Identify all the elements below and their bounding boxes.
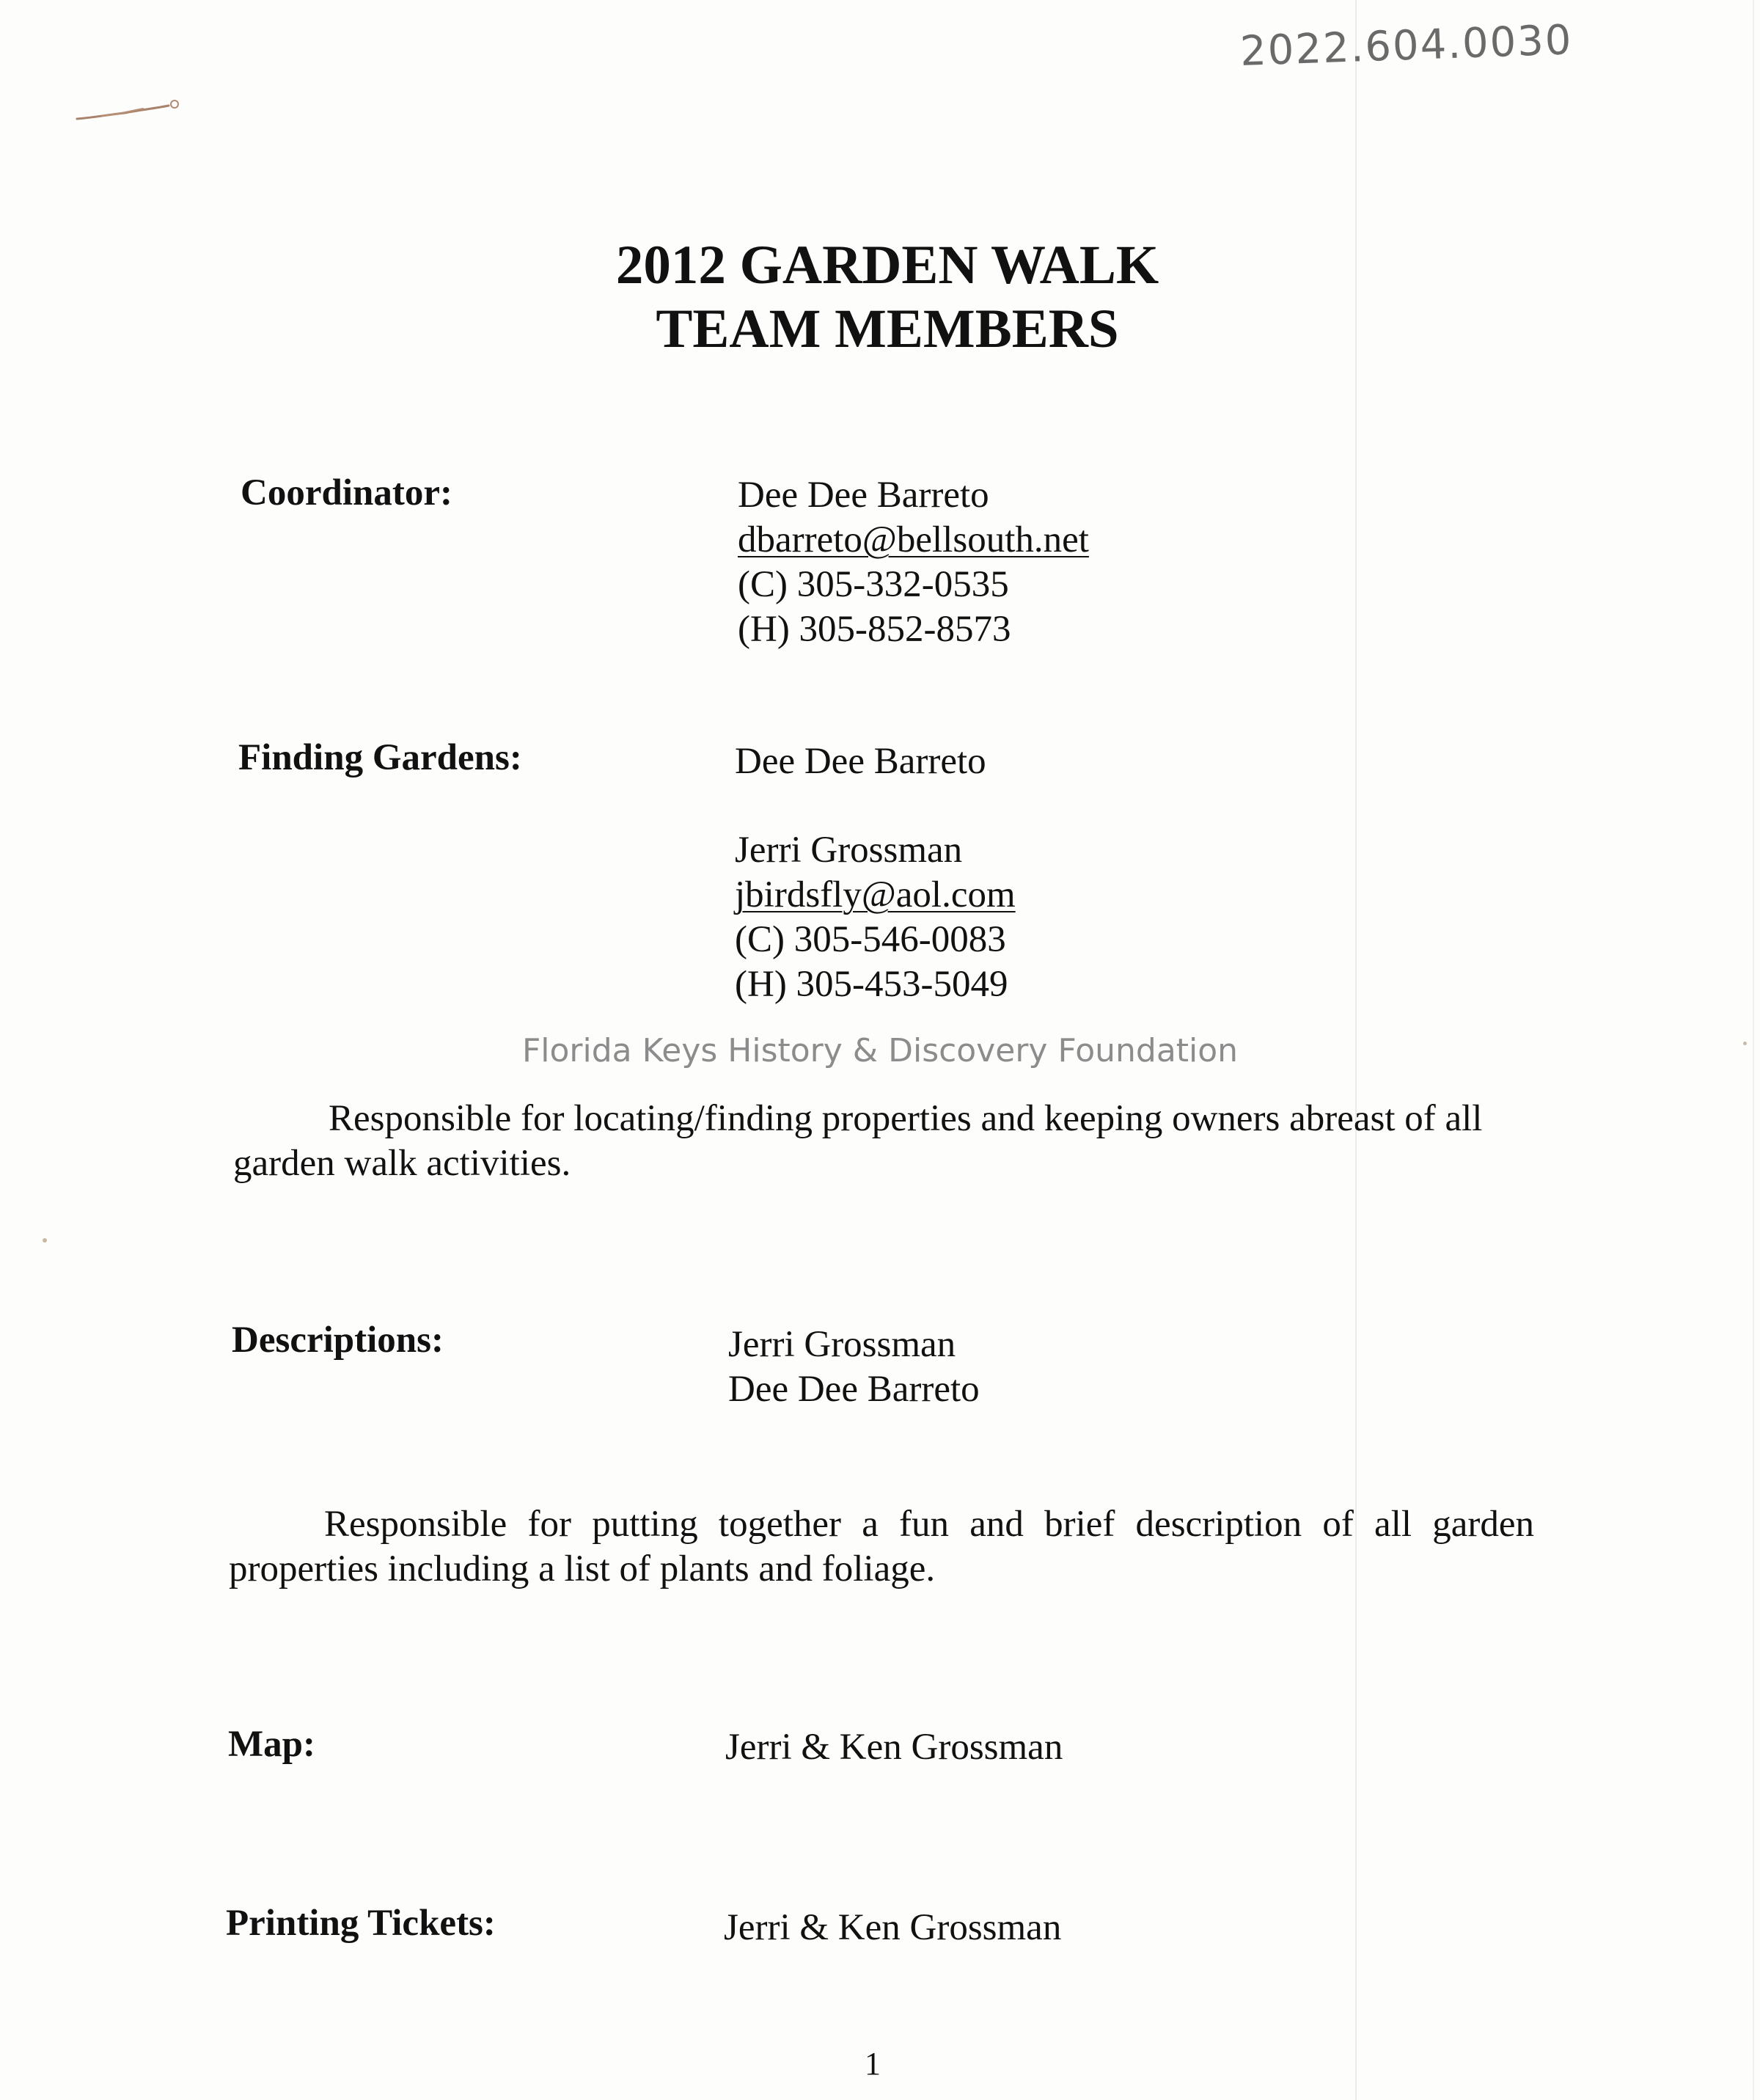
coordinator-contact (738, 473, 1089, 652)
finding-gardens-name-2: Jerri Grossman (735, 830, 963, 871)
coordinator-cell-phone: (C) 305-332-0535 (738, 564, 1009, 605)
watermark-text: Florida Keys History & Discovery Foundation (521, 1032, 1239, 1069)
descriptions-contact (728, 1322, 980, 1412)
coordinator-home-phone: (H) 305-852-8573 (738, 609, 1011, 650)
finding-gardens-description: Responsible for locating/finding properties and keeping owners abreast of all garden walk activities. (233, 1098, 1483, 1184)
page-number: 1 (865, 2046, 881, 2082)
finding-gardens-home-phone: (H) 305-453-5049 (735, 964, 1008, 1005)
coordinator-email-link[interactable]: dbarreto@bellsouth.net (738, 519, 1089, 560)
ink-smudge (73, 95, 183, 125)
descriptions-label: Descriptions: (232, 1320, 444, 1361)
descriptions-name-1: Jerri Grossman (728, 1324, 956, 1365)
accession-number: 2022.604.0030 (1239, 16, 1574, 76)
finding-gardens-cell-phone: (C) 305-546-0083 (735, 919, 1006, 960)
map-label: Map: (228, 1724, 315, 1765)
map-name: Jerri & Ken Grossman (725, 1727, 1063, 1768)
coordinator-name: Dee Dee Barreto (738, 475, 989, 516)
descriptions-description: Responsible for putting together a fun and brief description of all garden properties including a list of plants and foliage. (229, 1504, 1534, 1589)
descriptions-name-2: Dee Dee Barreto (728, 1369, 980, 1410)
finding-gardens-email-link[interactable]: jbirdsfly@aol.com (735, 874, 1016, 915)
finding-gardens-label: Finding Gardens: (238, 737, 522, 778)
finding-gardens-contact (735, 739, 1016, 1007)
coordinator-label: Coordinator: (241, 472, 452, 513)
printing-tickets-name: Jerri & Ken Grossman (724, 1907, 1062, 1948)
printing-tickets-label: Printing Tickets: (226, 1903, 496, 1944)
page-title (0, 233, 1760, 361)
title-line-2: TEAM MEMBERS (656, 299, 1119, 359)
finding-gardens-name-1: Dee Dee Barreto (735, 741, 986, 782)
paper-speck (43, 1238, 47, 1243)
title-line-1: 2012 GARDEN WALK (615, 235, 1159, 296)
